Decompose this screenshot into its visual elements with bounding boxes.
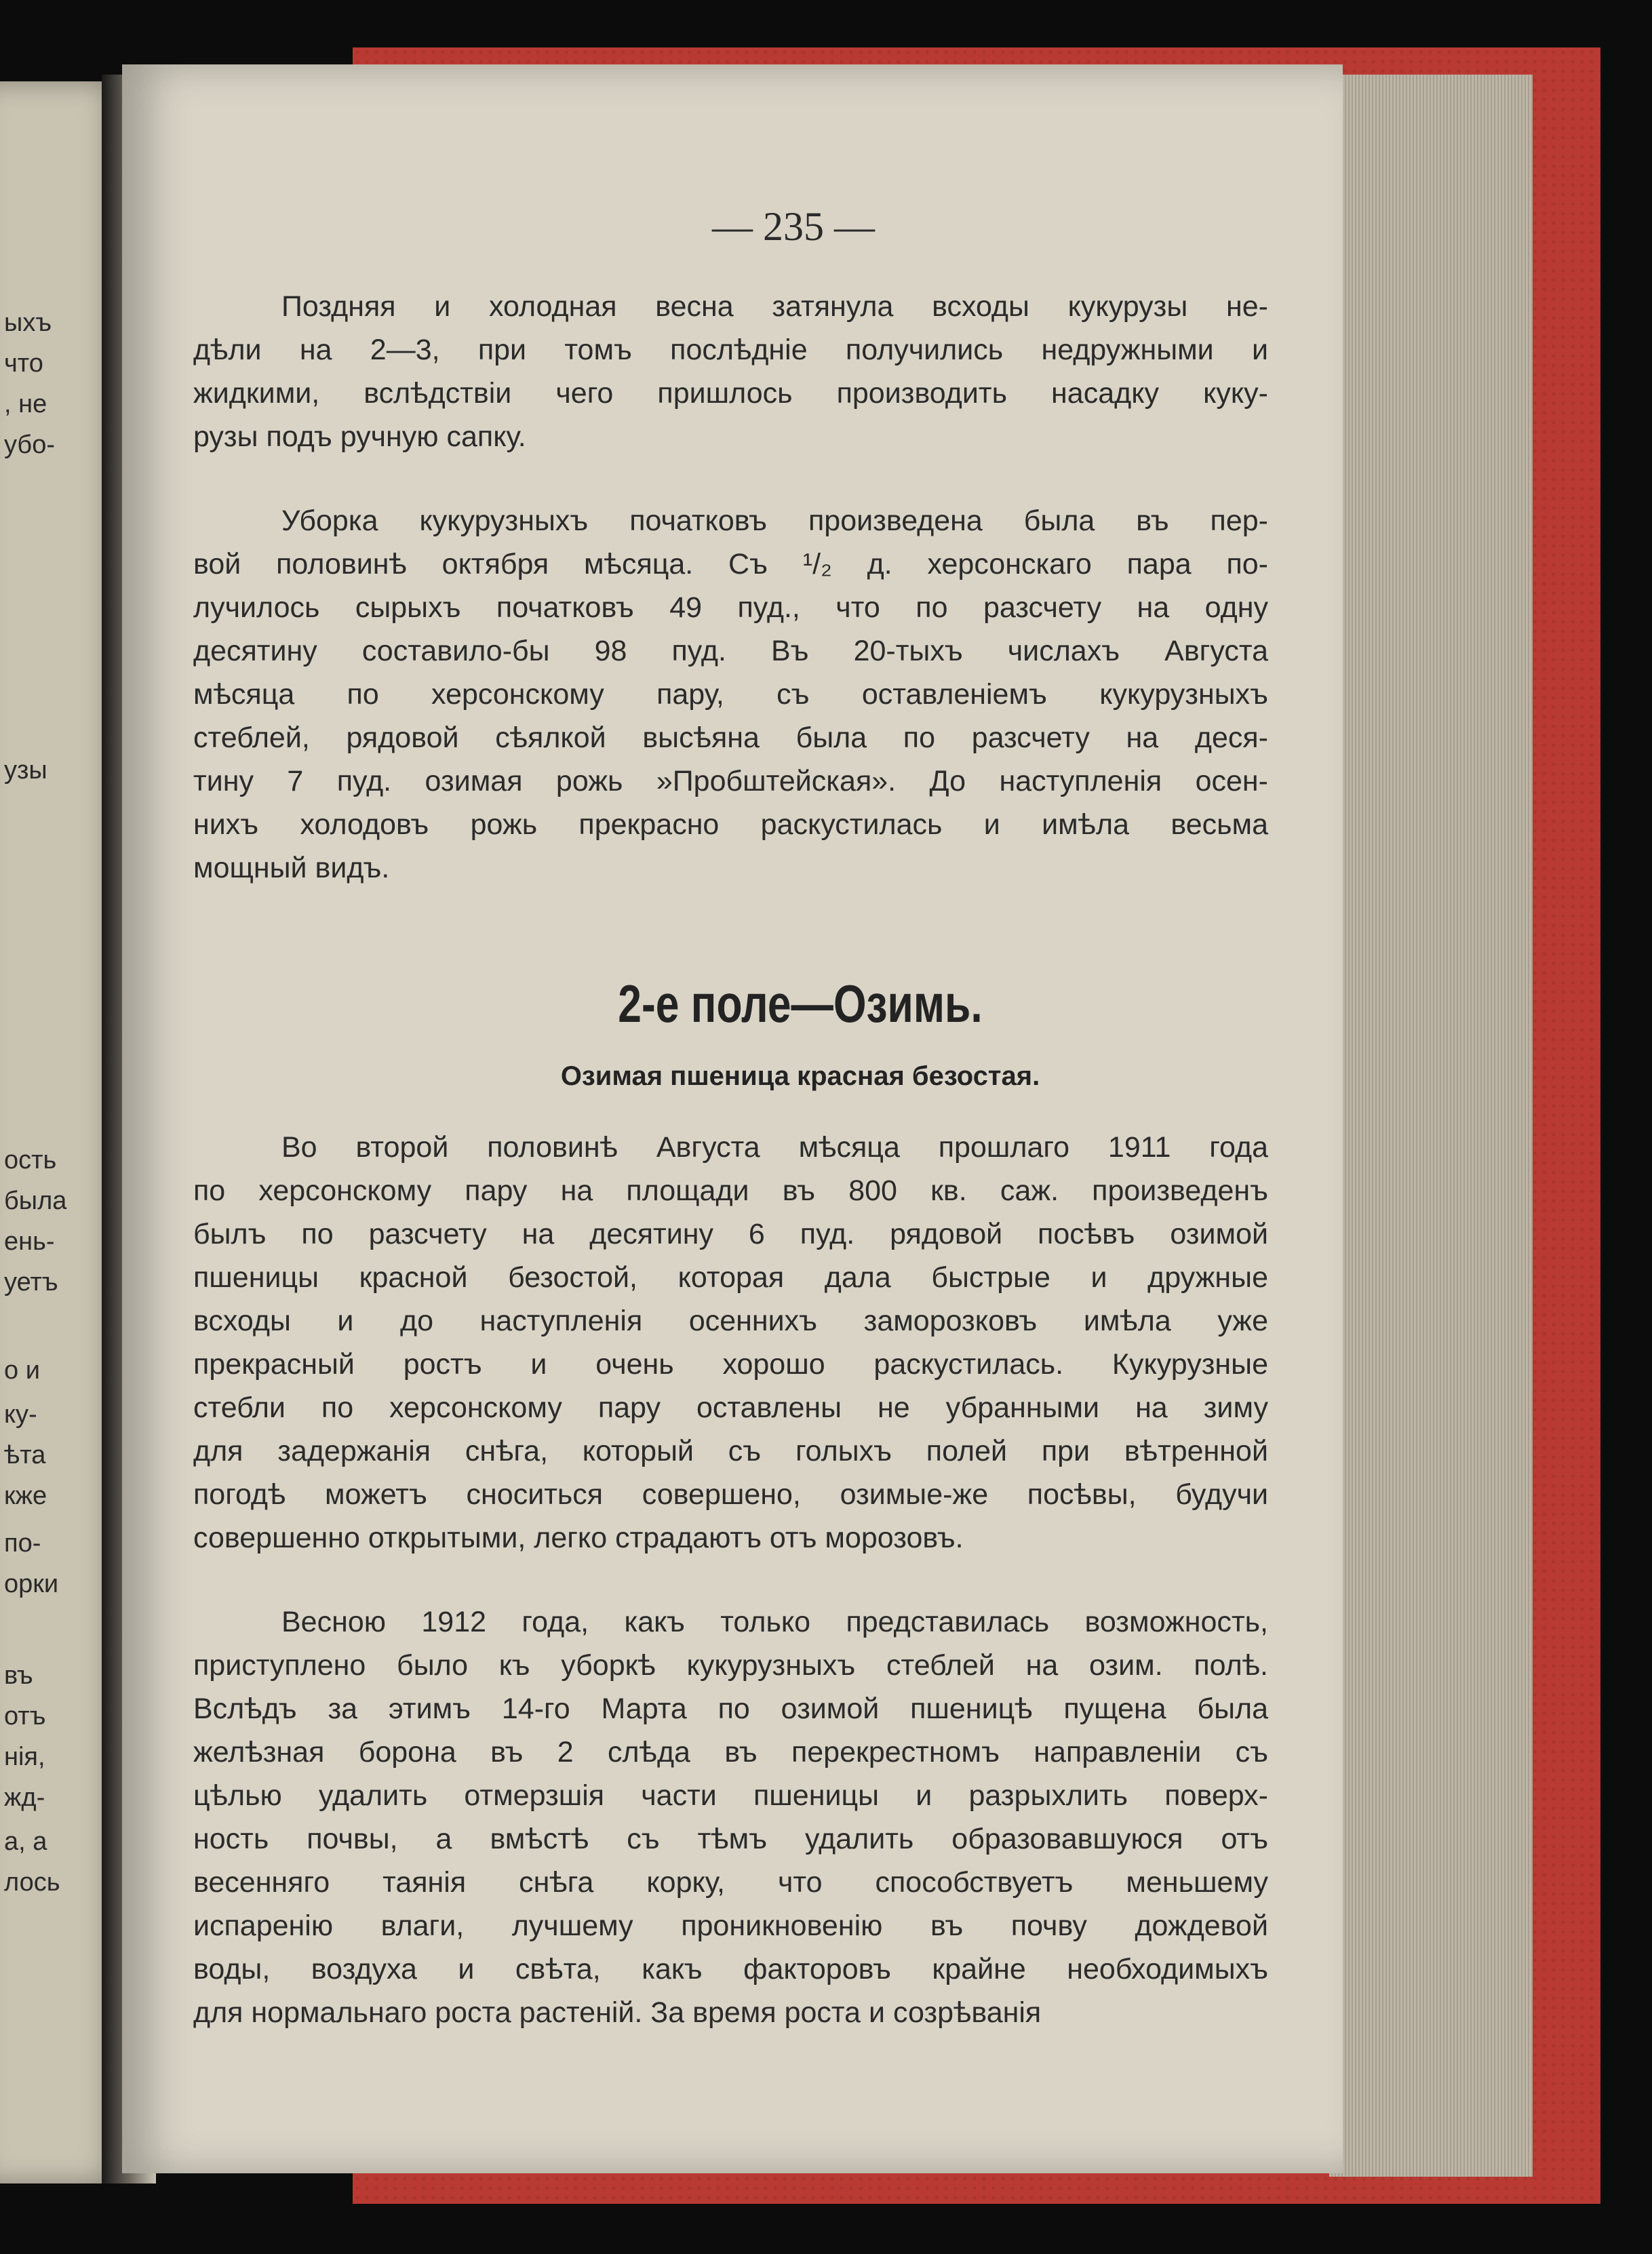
text-line: для задержанія снѣга, который съ голыхъ полей при вѣтренной: [193, 1435, 1268, 1467]
paragraph: [193, 285, 1268, 458]
text-line: всходы и до наступленія осеннихъ заморозковъ имѣла уже: [193, 1305, 1268, 1337]
text-line: былъ по разсчету на десятину 6 пуд. рядовой посѣвъ озимой: [193, 1218, 1268, 1250]
text-line: Поздняя и холодная весна затянула всходы кукурузы не-: [281, 290, 1268, 323]
left-page-fragment: кже: [4, 1482, 47, 1510]
page-edges: [1329, 75, 1533, 2177]
text-line: Уборка кукурузныхъ початковъ произведена была въ пер-: [281, 505, 1268, 537]
left-page-fragment: жд-: [4, 1783, 45, 1812]
section-subheading: Озимая пшеница красная безостая.: [560, 1061, 1040, 1091]
left-page-fragment: по-: [4, 1529, 41, 1558]
left-page-fragment: что: [4, 349, 43, 378]
left-page-fragment: ость: [4, 1146, 57, 1174]
text-line: пшеницы красной безостой, которая дала быстрые и дружные: [193, 1261, 1268, 1294]
paragraph: [193, 1126, 1268, 1560]
text-line: вой половинѣ октября мѣсяца. Съ ¹/₂ д. херсонскаго пара по-: [193, 548, 1268, 580]
text-block-1: [193, 285, 1268, 890]
left-page-fragment: , не: [4, 390, 47, 418]
text-line: нихъ холодовъ рожь прекрасно раскустилась и имѣла весьма: [193, 808, 1268, 841]
text-line: испаренію влаги, лучшему проникновенію въ почву дождевой: [193, 1910, 1268, 1942]
text-line: для нормальнаго роста растеній. За время роста и созрѣванія: [193, 1996, 1042, 2029]
text-line: погодѣ можетъ сноситься совершено, озимые-же посѣвы, будучи: [193, 1478, 1268, 1511]
text-line: совершенно открытыми, легко страдаютъ отъ морозовъ.: [193, 1522, 964, 1554]
left-page-fragment: а, а: [4, 1827, 47, 1856]
left-page-fragment: была: [4, 1187, 67, 1215]
text-line: цѣлью удалить отмерзшія части пшеницы и разрыхлить поверх-: [193, 1779, 1268, 1812]
left-page-fragment: убо-: [4, 431, 55, 459]
paragraph: [193, 1600, 1268, 2034]
left-page-fragment: лось: [4, 1868, 60, 1897]
text-line: тину 7 пуд. озимая рожь »Пробштейская». До наступленія осен-: [193, 765, 1268, 797]
text-line: желѣзная борона въ 2 слѣда въ перекрестномъ направленіи съ: [193, 1736, 1268, 1768]
paragraph: [193, 499, 1268, 890]
text-line: ность почвы, а вмѣстѣ съ тѣмъ удалить образовавшуюся отъ: [193, 1823, 1268, 1855]
left-page-fragment: уетъ: [4, 1268, 58, 1297]
text-line: Во второй половинѣ Августа мѣсяца прошлаго 1911 года: [281, 1131, 1268, 1164]
left-page-fragment: въ: [4, 1661, 33, 1690]
left-page-fragment: ку-: [4, 1400, 37, 1429]
text-line: мѣсяца по херсонскому пару, съ оставленіемъ кукурузныхъ: [193, 678, 1268, 711]
left-page-fragment: ыхъ: [4, 309, 52, 337]
text-line: мощный видъ.: [193, 852, 390, 884]
text-line: стебли по херсонскому пару оставлены не убранными на зиму: [193, 1391, 1268, 1424]
text-line: по херсонскому пару на площади въ 800 кв. саж. произведенъ: [193, 1174, 1268, 1207]
left-page-fragment: нія,: [4, 1743, 45, 1771]
left-page-fragment: отъ: [4, 1702, 46, 1731]
left-page-fragment: ень-: [4, 1227, 55, 1256]
left-page-fragment: ѣта: [4, 1441, 46, 1469]
text-line: лучилось сырыхъ початковъ 49 пуд., что по разсчету на одну: [193, 591, 1268, 624]
page-number: — 235 —: [712, 204, 875, 249]
text-line: стеблей, рядовой сѣялкой высѣяна была по разсчету на деся-: [193, 721, 1268, 754]
text-line: рузы подъ ручную сапку.: [193, 420, 526, 453]
right-page: [122, 64, 1343, 2173]
left-page-fragment: узы: [4, 756, 47, 785]
text-line: прекрасный ростъ и очень хорошо раскустилась. Кукурузные: [193, 1348, 1268, 1381]
text-block-2: [193, 1126, 1268, 2034]
text-line: десятину составило-бы 98 пуд. Въ 20-тыхъ числахъ Августа: [193, 635, 1268, 667]
text-line: Вслѣдъ за этимъ 14-го Марта по озимой пшеницѣ пущена была: [193, 1693, 1268, 1725]
text-line: дѣли на 2—3, при томъ послѣдніе получились недружными и: [193, 334, 1268, 366]
text-line: жидкими, вслѣдствіи чего пришлось производить насадку куку-: [193, 377, 1268, 410]
text-line: Весною 1912 года, какъ только представилась возможность,: [281, 1606, 1268, 1638]
section-heading: 2-е поле—Озимь.: [618, 974, 983, 1033]
left-page-fragment: орки: [4, 1570, 59, 1598]
text-line: приступлено было къ уборкѣ кукурузныхъ стеблей на озим. полѣ.: [193, 1649, 1268, 1682]
left-page-fragment: о и: [4, 1356, 40, 1385]
text-line: воды, воздуха и свѣта, какъ факторовъ крайне необходимыхъ: [193, 1953, 1268, 1985]
text-line: весенняго таянія снѣга корку, что способствуетъ меньшему: [193, 1866, 1268, 1899]
